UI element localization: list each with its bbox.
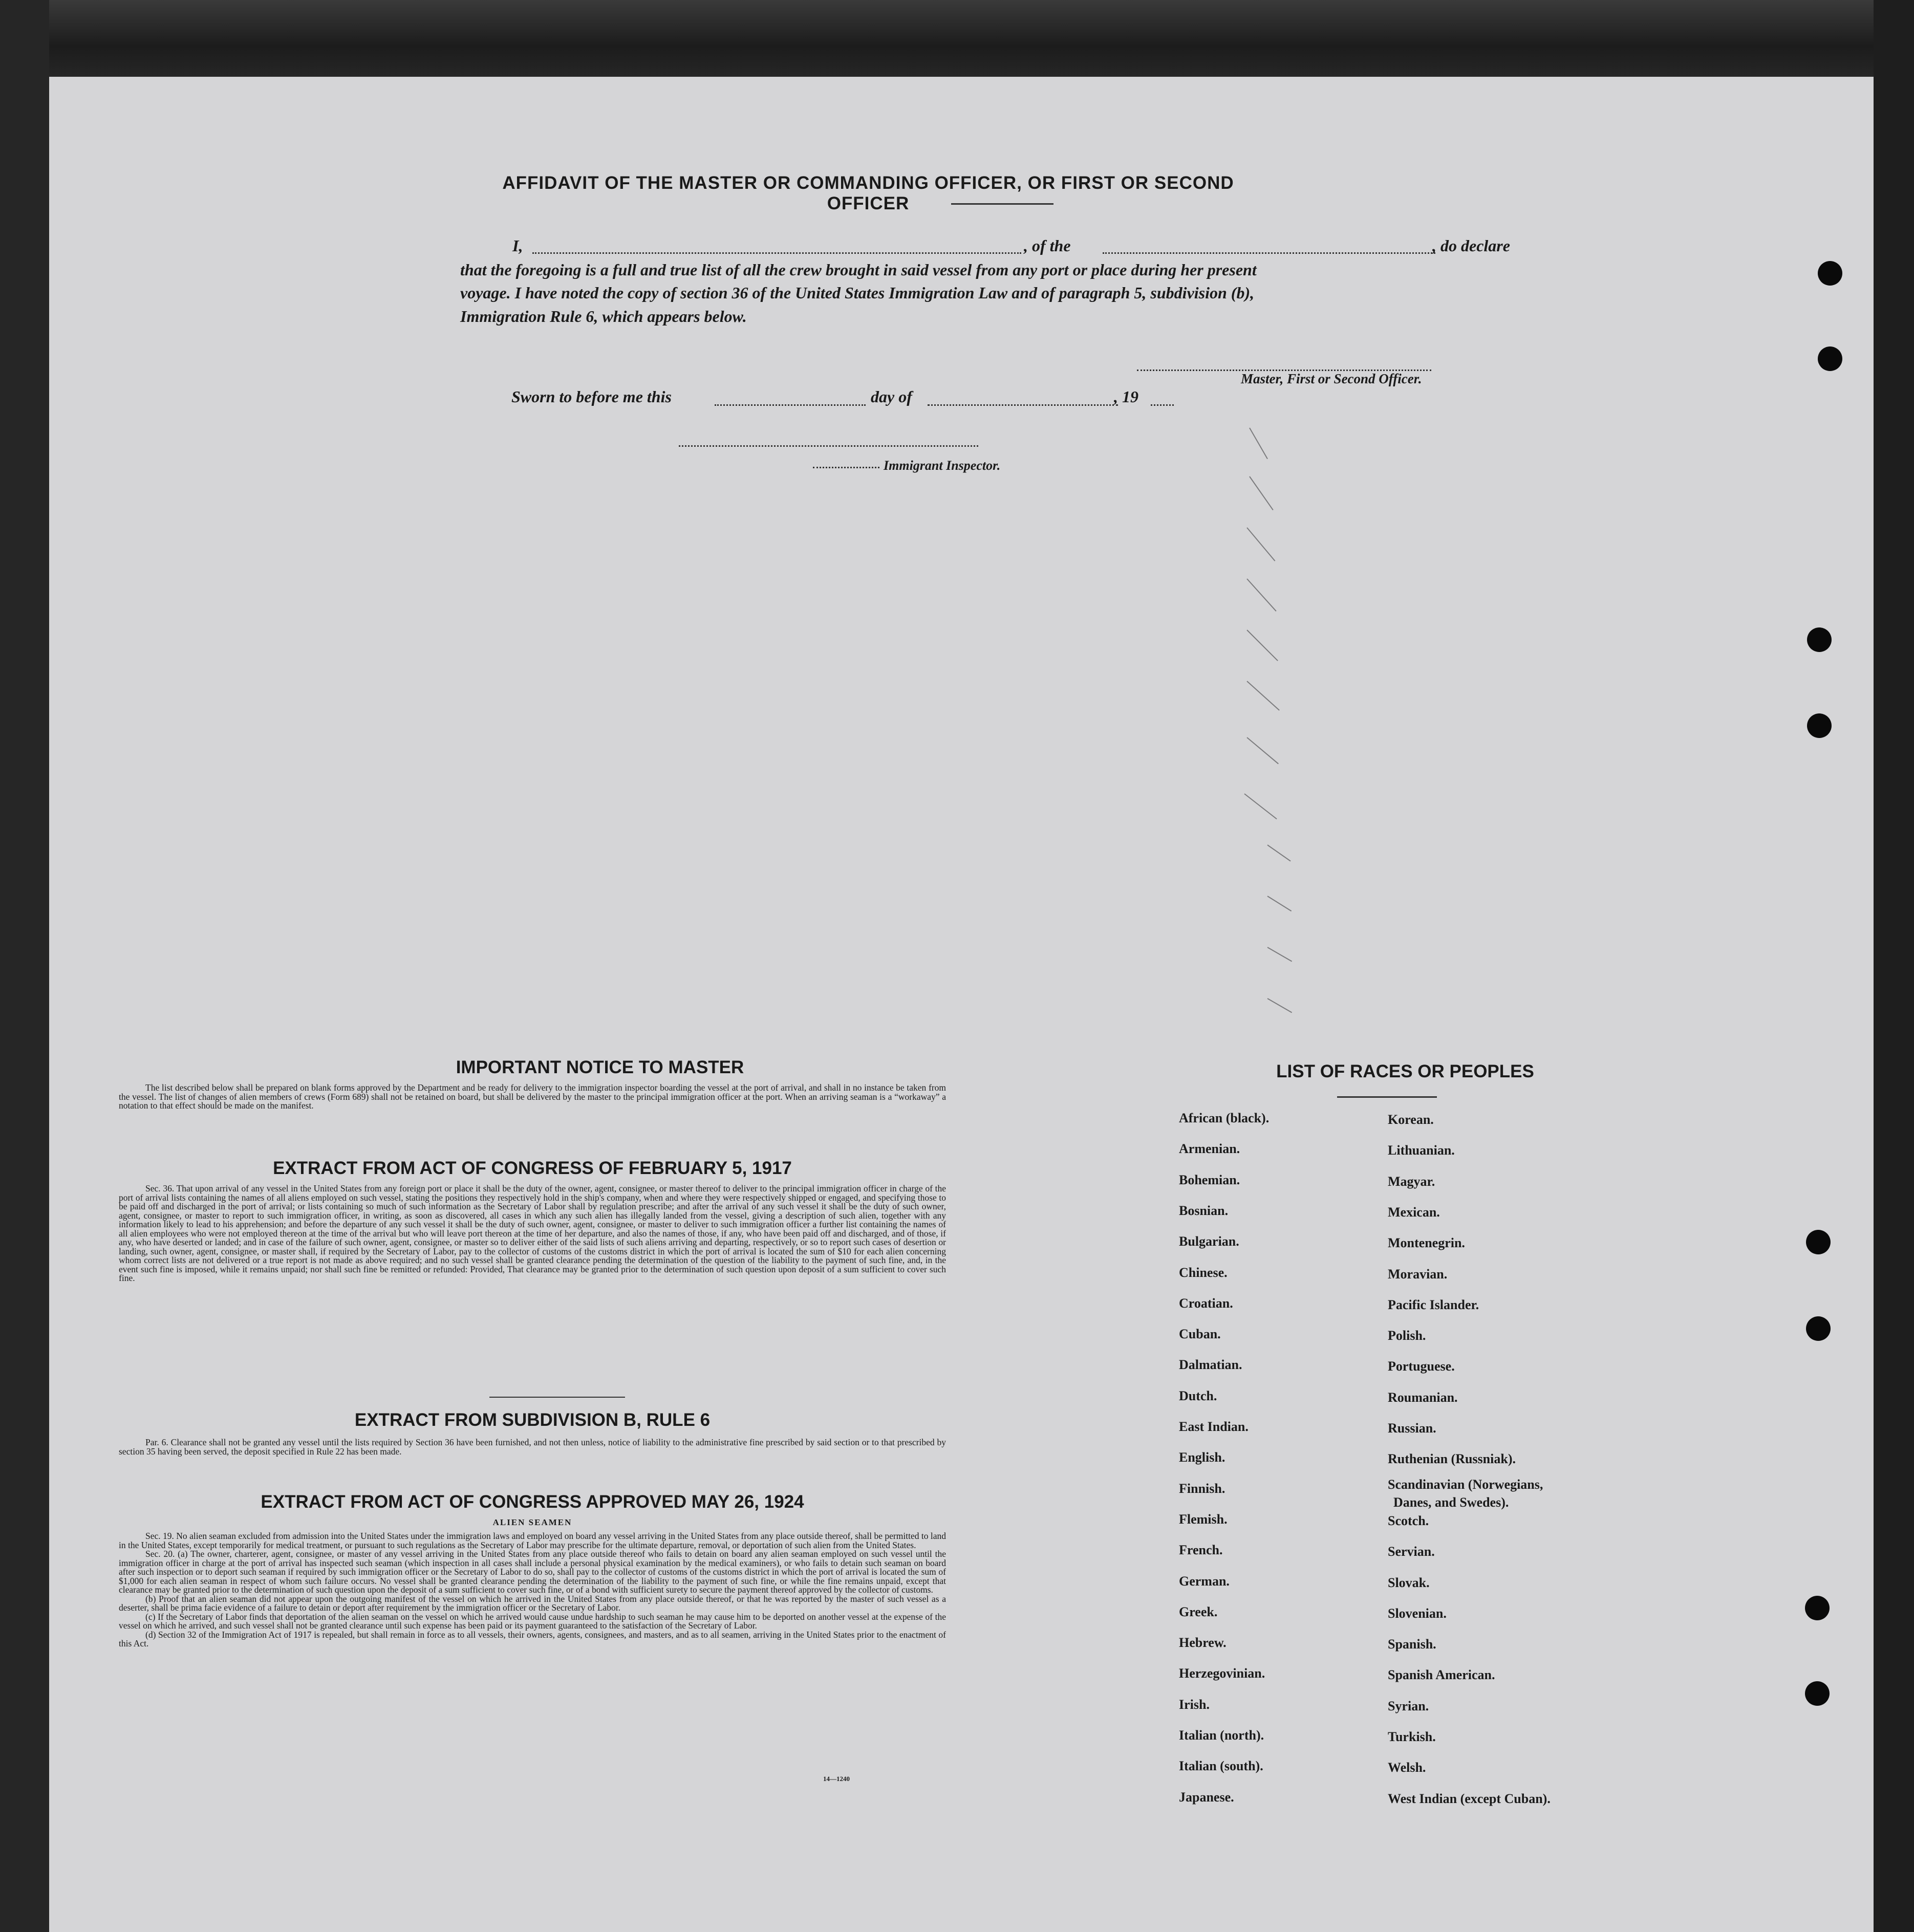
race-item: Russian. (1388, 1421, 1436, 1436)
races-divider (1337, 1096, 1437, 1098)
document-page (49, 77, 1874, 1932)
race-item: Cuban. (1179, 1327, 1221, 1342)
race-item: Finnish. (1179, 1481, 1225, 1496)
race-item: Dalmatian. (1179, 1357, 1242, 1373)
scan-top-border (0, 0, 1914, 77)
race-item: African (black). (1179, 1111, 1270, 1125)
subdivision-b-title: EXTRACT FROM SUBDIVISION B, RULE 6 (354, 1410, 711, 1430)
sworn-year-line (1151, 404, 1174, 406)
punch-hole (1806, 1230, 1831, 1254)
race-item: English. (1179, 1450, 1225, 1465)
pencil-mark (1267, 896, 1292, 911)
race-item: Herzegovinian. (1179, 1666, 1265, 1681)
races-title: LIST OF RACES OR PEOPLES (1276, 1061, 1534, 1081)
extract-1924-body: Sec. 19. No alien seaman excluded from admission into the United States under the immigration laws and employed on board any vessel arriving in the United States from any place outside thereof, shall be permitted to land in the United States, except temporarily for medical treatment, or pursuant to such regulations as the Secretary of Labor may prescribe for the ultimate departure, removal, or deportation of such alien from the United States. Sec. 20. (a) The owner, charterer, agent, consignee, or master of any vessel arriving in the United States from any place outside thereof who fails to detain on board any alien seaman employed on such vessel until the immigration officer in charge at the port of arrival has inspected such seaman (which inspection in all cases shall include a personal physical examination by the medical examiners), or who fails to detain such seaman on board after such inspection or to deport such seaman if required by such immigration officer or the Secretary of Labor to do so, shall pay to the collector of customs of the customs district in which the port of arrival is located the sum of $1,000 for each alien seaman in respect of whom such failure occurs. No vessel shall be granted clearance pending the determination of the liability to the payment of such fine, or while the fine remains unpaid, except that clearance may be granted prior to the determination of such question upon the deposit of a sum sufficient to cover such fine, or of a bond with sufficient surety to secure the payment thereof approved by the collector of customs. (b) Proof that an alien seaman did not appear upon the outgoing manifest of the vessel on which he arrived in the United States from any place outside thereof, or that he was reported by the master of such vessel as a deserter, shall be prima facie evidence of a failure to detain or deport after requirement by the immigration officer or the Secretary of Labor. (c) If the Secretary of Labor finds that deportation of the alien seaman on the vessel on which he arrived would cause undue hardship to such seaman he may cause him to be deported on another vessel at the expense of the vessel on which he arrived, and such vessel shall not be granted clearance until such expense has been paid or its payment guaranteed to the satisfaction of the Secretary of Labor. (d) Section 32 of the Immigration Act of 1917 is repealed, but shall remain in force as to all vessels, their owners, agents, consignees, and masters, and as to all seamen, arriving in the United States prior to the enactment of this Act. (119, 1531, 946, 1648)
punch-hole (1805, 1596, 1830, 1620)
extract-1917-title: EXTRACT FROM ACT OF CONGRESS OF FEBRUARY 5, 1917 (273, 1158, 792, 1178)
inspector-short-line (813, 467, 879, 468)
scan-left-border (0, 0, 49, 1932)
pencil-mark (1267, 998, 1293, 1013)
punch-hole (1806, 1316, 1831, 1341)
race-item: Irish. (1179, 1697, 1210, 1712)
race-item: Japanese. (1179, 1789, 1234, 1805)
pencil-mark (1244, 793, 1277, 819)
race-item: Polish. (1388, 1328, 1426, 1343)
form-number: 14—1240 (823, 1775, 850, 1783)
pencil-mark (1246, 527, 1275, 561)
race-item: French. (1179, 1543, 1223, 1558)
affidavit-line-4: Immigration Rule 6, which appears below. (460, 307, 747, 325)
pencil-mark (1246, 578, 1276, 612)
race-item: Croatian. (1179, 1295, 1233, 1311)
race-item: Roumanian. (1388, 1390, 1458, 1405)
race-item: Korean. (1388, 1112, 1434, 1127)
punch-hole (1807, 713, 1832, 738)
race-item: Magyar. (1388, 1174, 1435, 1189)
race-item: Lithuanian. (1388, 1143, 1455, 1158)
sworn-day-line (715, 404, 866, 406)
race-item: Montenegrin. (1388, 1235, 1465, 1251)
race-item: Spanish American. (1388, 1667, 1495, 1683)
inspector-signature-line (679, 445, 978, 447)
affidavit-of-the: , of the (1024, 236, 1071, 255)
punch-hole (1818, 346, 1842, 371)
race-item: Greek. (1179, 1604, 1218, 1619)
pencil-mark (1267, 844, 1291, 861)
notice-title: IMPORTANT NOTICE TO MASTER (456, 1057, 744, 1077)
race-item: Mexican. (1388, 1204, 1440, 1220)
race-item: Bohemian. (1179, 1172, 1240, 1187)
race-item: Welsh. (1388, 1760, 1426, 1775)
section-divider (489, 1397, 625, 1398)
pencil-mark (1246, 737, 1279, 764)
inspector-label: Immigrant Inspector. (884, 458, 1001, 473)
scan-right-border (1874, 0, 1914, 1932)
affidavit-do-declare: , do declare (1432, 236, 1510, 255)
affidavit-line-3: voyage. I have noted the copy of section 36 of the United States Immigration Law and of paragraph 5, subdivision (b), (460, 284, 1255, 302)
race-item: Portuguese. (1388, 1359, 1455, 1374)
affidavit-i: I, (512, 236, 523, 255)
pencil-mark (1246, 629, 1278, 661)
pencil-mark (1249, 428, 1268, 460)
race-item: Italian (north). (1179, 1728, 1264, 1743)
race-item: West Indian (except Cuban). (1388, 1791, 1551, 1806)
affidavit-title: AFFIDAVIT OF THE MASTER OR COMMANDING OFFICER, OR FIRST OR SECOND OFFICER (502, 173, 1234, 213)
pencil-mark (1246, 681, 1280, 710)
race-item: Scotch. (1388, 1513, 1429, 1528)
race-item: Moravian. (1388, 1266, 1448, 1282)
race-item: Pacific Islander. (1388, 1297, 1479, 1312)
vessel-blank-line (1103, 252, 1435, 254)
extract-1924-subtitle: ALIEN SEAMEN (492, 1517, 572, 1527)
name-blank-line (532, 252, 1021, 254)
race-item: Syrian. (1388, 1698, 1429, 1713)
race-item: Slovenian. (1388, 1605, 1447, 1621)
race-item: Chinese. (1179, 1265, 1228, 1280)
race-item-scandinavian-cont: Danes, and Swedes). (1393, 1495, 1509, 1510)
punch-hole (1807, 627, 1832, 652)
sworn-month-line (928, 404, 1118, 406)
race-item: Dutch. (1179, 1388, 1217, 1403)
race-item: East Indian. (1179, 1419, 1249, 1434)
race-item: Italian (south). (1179, 1759, 1263, 1774)
sworn-prefix: Sworn to before me this (511, 387, 672, 406)
sworn-day-of: day of (871, 387, 912, 406)
pencil-mark (1267, 947, 1293, 962)
sworn-year: , 19 (1114, 387, 1138, 406)
punch-hole (1818, 261, 1842, 286)
subdivision-b-body: Par. 6. Clearance shall not be granted any vessel until the lists required by Section 36 have been furnished, and not then unless, notice of liability to the administrative fine prescribed by said section or to that prescribed by section 35 having been served, the deposit specified in Rule 22 has been made. (119, 1437, 946, 1457)
race-item: German. (1179, 1573, 1230, 1589)
race-item: Turkish. (1388, 1729, 1436, 1744)
race-item: Ruthenian (Russniak). (1388, 1451, 1516, 1467)
race-item: Slovak. (1388, 1575, 1430, 1590)
race-item: Servian. (1388, 1544, 1435, 1559)
master-signature-label: Master, First or Second Officer. (1241, 371, 1422, 386)
race-item: Armenian. (1179, 1141, 1240, 1157)
punch-hole (1805, 1681, 1830, 1706)
race-item: Spanish. (1388, 1637, 1436, 1652)
title-divider (951, 203, 1053, 205)
affidavit-line-2: that the foregoing is a full and true list of all the crew brought in said vessel from any port or place during her present (460, 261, 1257, 279)
race-item: Flemish. (1179, 1511, 1228, 1527)
pencil-mark (1249, 476, 1274, 510)
race-item: Bulgarian. (1179, 1234, 1239, 1249)
race-item: Bosnian. (1179, 1203, 1229, 1218)
extract-1924-title: EXTRACT FROM ACT OF CONGRESS APPROVED MAY 26, 1924 (261, 1492, 804, 1512)
extract-1917-body: Sec. 36. That upon arrival of any vessel in the United States from any foreign port or place it shall be the duty of the owner, agent, consignee, or master thereof to deliver to the principal immigration officer in charge of the port of arrival lists containing the names of all aliens employed on such vessel, stating the positions they respectively hold in the ship's company, when and where they were respectively shipped or engaged, and specifying those to be paid off and discharged in the port of arrival; or lists containing so much of such information as the Secretary of Labor shall by regulation prescribe; and after the arrival of any such vessel it shall be the duty of such owner, agent, consignee, or master to report to such immigration officer, in writing, as soon as discovered, all cases in which any such alien has illegally landed from the vessel, giving a description of such alien, together with any information likely to lead to his apprehension; and before the departure of any such vessel it shall be the duty of such owner, agent, consignee, or master to deliver to such immigration officer a further list containing the names of all alien employees who were not employed thereon at the time of the arrival but who will leave port thereon at the time of her departure, and also the names of those, if any, who have been paid off and discharged, and of those, if any, who have deserted or landed; and in case of the failure of such owner, agent, consignee, or master so to deliver either of the said lists of such aliens arriving and departing, respectively, or so to report such cases of desertion or landing, such owner, agent, consignee, or master shall, if required by the Secretary of Labor, pay to the collector of customs of the customs district in which the port of arrival is located the sum of $10 for each alien concerning whom correct lists are not delivered or a true report is not made as above required; and no such vessel shall be granted clearance pending the determination of the question of the liability to the payment of such fine, and, in the event such fine is imposed, while it remains unpaid; nor shall such fine be remitted or refunded: Provided, That clearance may be granted prior to the determination of such question upon deposit of a sum sufficient to cover such fine. (119, 1183, 946, 1283)
race-item: Hebrew. (1179, 1635, 1227, 1651)
race-item: Scandinavian (Norwegians, (1388, 1477, 1543, 1492)
notice-body: The list described below shall be prepared on blank forms approved by the Department and be ready for delivery to the immigration inspector boarding the vessel at the port of arrival, and shall in no instance be taken from the vessel. The list of changes of alien members of crews (Form 689) shall not be retained on board, but shall be delivered by the master to the principal immigration officer at the port. When an arriving seaman is a “workaway” a notation to that effect should be made on the manifest. (119, 1082, 946, 1111)
